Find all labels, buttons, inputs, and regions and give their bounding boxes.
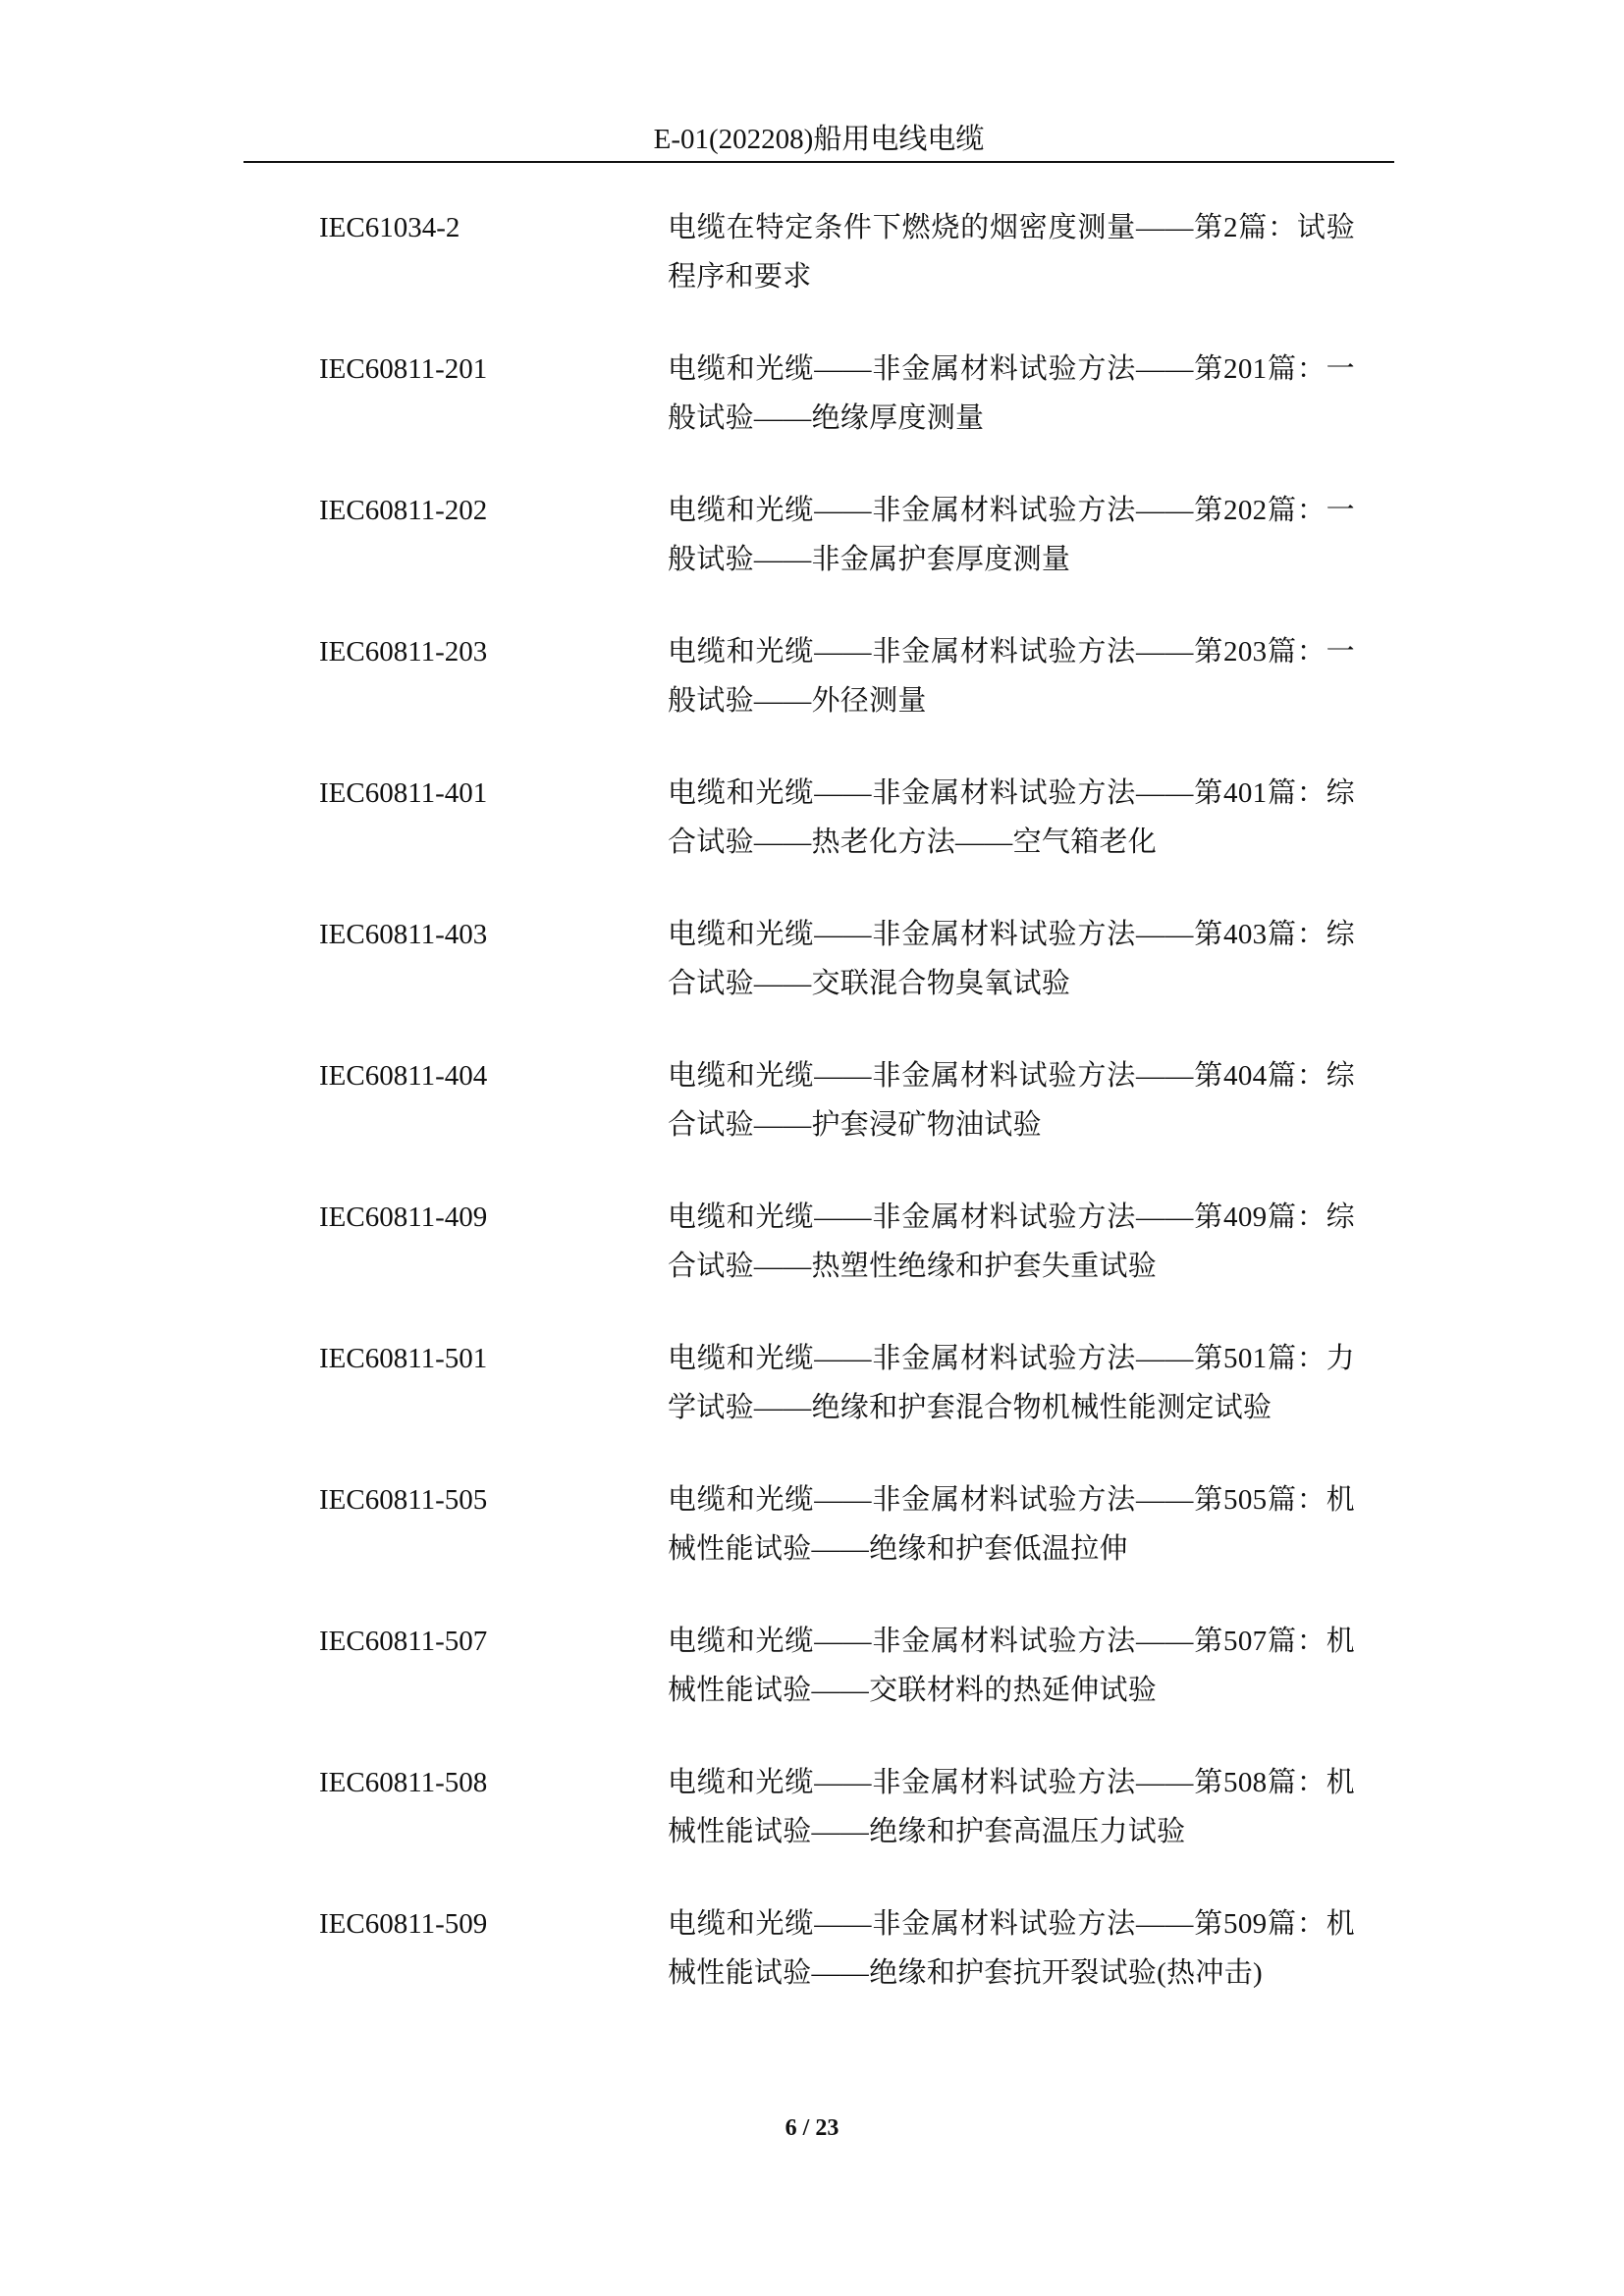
- standard-code: IEC60811-401: [319, 777, 488, 809]
- standard-row: [0, 627, 1624, 745]
- standard-code: IEC60811-509: [319, 1908, 488, 1940]
- standard-code: IEC60811-203: [319, 636, 488, 667]
- standard-code: IEC60811-501: [319, 1343, 488, 1374]
- standard-title: 电缆和光缆——非金属材料试验方法——第501篇：力学试验——绝缘和护套混合物机械性能测定试验: [668, 1343, 1355, 1423]
- standard-code: IEC60811-409: [319, 1201, 488, 1233]
- standard-row: [0, 1758, 1624, 1876]
- standard-row: [0, 1051, 1624, 1169]
- standard-row: [0, 769, 1624, 886]
- standard-title: 电缆和光缆——非金属材料试验方法——第409篇：综合试验——热塑性绝缘和护套失重试验: [668, 1201, 1355, 1282]
- standard-title: 电缆和光缆——非金属材料试验方法——第505篇：机械性能试验——绝缘和护套低温拉伸: [668, 1484, 1355, 1565]
- standard-title: 电缆和光缆——非金属材料试验方法——第509篇：机械性能试验——绝缘和护套抗开裂试验(热冲击): [668, 1908, 1355, 1989]
- standard-row: [0, 1193, 1624, 1310]
- standard-title: 电缆和光缆——非金属材料试验方法——第401篇：综合试验——热老化方法——空气箱老化: [668, 777, 1355, 858]
- standard-code: IEC60811-404: [319, 1060, 488, 1092]
- standard-title: 电缆在特定条件下燃烧的烟密度测量——第2篇：试验程序和要求: [668, 212, 1355, 293]
- standard-title: 电缆和光缆——非金属材料试验方法——第404篇：综合试验——护套浸矿物油试验: [668, 1060, 1355, 1141]
- standard-row: [0, 1475, 1624, 1593]
- standard-row: [0, 486, 1624, 604]
- standard-title: 电缆和光缆——非金属材料试验方法——第403篇：综合试验——交联混合物臭氧试验: [668, 919, 1355, 999]
- page-header-title: E-01(202208)船用电线电缆: [653, 124, 985, 155]
- standard-title: 电缆和光缆——非金属材料试验方法——第203篇：一般试验——外径测量: [668, 636, 1355, 717]
- standard-code: IEC61034-2: [319, 212, 460, 243]
- standard-title: 电缆和光缆——非金属材料试验方法——第507篇：机械性能试验——交联材料的热延伸试验: [668, 1626, 1355, 1706]
- standard-row: [0, 1617, 1624, 1735]
- standard-title: 电缆和光缆——非金属材料试验方法——第202篇：一般试验——非金属护套厚度测量: [668, 495, 1355, 575]
- standard-title: 电缆和光缆——非金属材料试验方法——第508篇：机械性能试验——绝缘和护套高温压力试验: [668, 1767, 1355, 1847]
- standard-code: IEC60811-508: [319, 1767, 488, 1798]
- standard-row: [0, 345, 1624, 462]
- standard-row: [0, 1899, 1624, 2017]
- standard-row: [0, 910, 1624, 1028]
- page-number: 6 / 23: [785, 2115, 839, 2141]
- standard-code: IEC60811-403: [319, 919, 488, 950]
- standard-title: 电缆和光缆——非金属材料试验方法——第201篇：一般试验——绝缘厚度测量: [668, 353, 1355, 434]
- standard-code: IEC60811-507: [319, 1626, 488, 1657]
- standard-row: [0, 203, 1624, 321]
- standard-code: IEC60811-505: [319, 1484, 488, 1516]
- standard-code: IEC60811-201: [319, 353, 488, 385]
- standard-row: [0, 1334, 1624, 1452]
- standard-code: IEC60811-202: [319, 495, 488, 526]
